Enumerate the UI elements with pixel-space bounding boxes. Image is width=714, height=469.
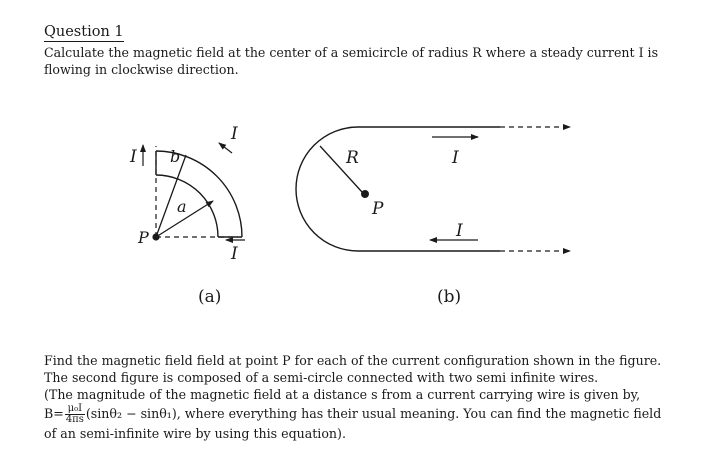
fig-a-label-p: P: [138, 228, 149, 247]
fig-a-point-dot: [152, 233, 159, 240]
fig-a-inner-arc: [156, 175, 218, 237]
prompt-line-2: flowing in clockwise direction.: [44, 62, 239, 77]
fig-a-current-arrow-top: [219, 143, 232, 153]
body-formula-line: [44, 403, 661, 425]
fig-b-label-r: R: [346, 148, 359, 168]
formula-lhs: B=: [44, 406, 64, 421]
fig-b-semicircle: [296, 127, 358, 251]
fig-b-label-current-bottom: I: [456, 221, 463, 241]
fig-a-label-current-left: I: [130, 147, 137, 167]
formula-numerator: μ₀I: [65, 404, 85, 415]
fig-a-label-current-top: I: [231, 124, 238, 144]
fig-a-label-current-bottom: I: [231, 244, 238, 264]
fig-a-label-a: a: [177, 197, 187, 216]
body-line-5: of an semi-infinite wire by using this equation).: [44, 426, 346, 441]
prompt-line-1: Calculate the magnetic field at the center of a semicircle of radius R where a steady current I is: [44, 45, 659, 60]
body-line-2: The second figure is composed of a semi-circle connected with two semi infinite wires.: [44, 370, 599, 385]
fig-b-label-current-top: I: [452, 148, 459, 168]
fig-b-label-p: P: [372, 199, 384, 219]
fig-a-radius-b-line: [156, 155, 186, 237]
question-title: Question 1: [44, 24, 124, 40]
fig-b-caption: (b): [437, 287, 462, 307]
fig-a-outer-arc: [156, 151, 242, 237]
formula-denominator: 4πs: [65, 414, 84, 425]
body-line-3: (The magnitude of the magnetic field at a distance s from a current carrying wire is given by,: [44, 387, 641, 402]
figure-b: [296, 127, 570, 307]
fig-a-caption: (a): [198, 287, 222, 307]
formula-rhs: (sinθ₂ − sinθ₁), where everything has their usual meaning. You can find the magnetic field: [85, 406, 662, 421]
problem-body: [44, 352, 661, 442]
fig-a-label-b: b: [170, 147, 181, 166]
figure-a: [129, 124, 245, 307]
fig-b-point-dot: [361, 190, 369, 198]
body-line-1: Find the magnetic field field at point P for each of the current configuration shown in the figure.: [44, 353, 662, 368]
formula-fraction: [65, 404, 85, 425]
